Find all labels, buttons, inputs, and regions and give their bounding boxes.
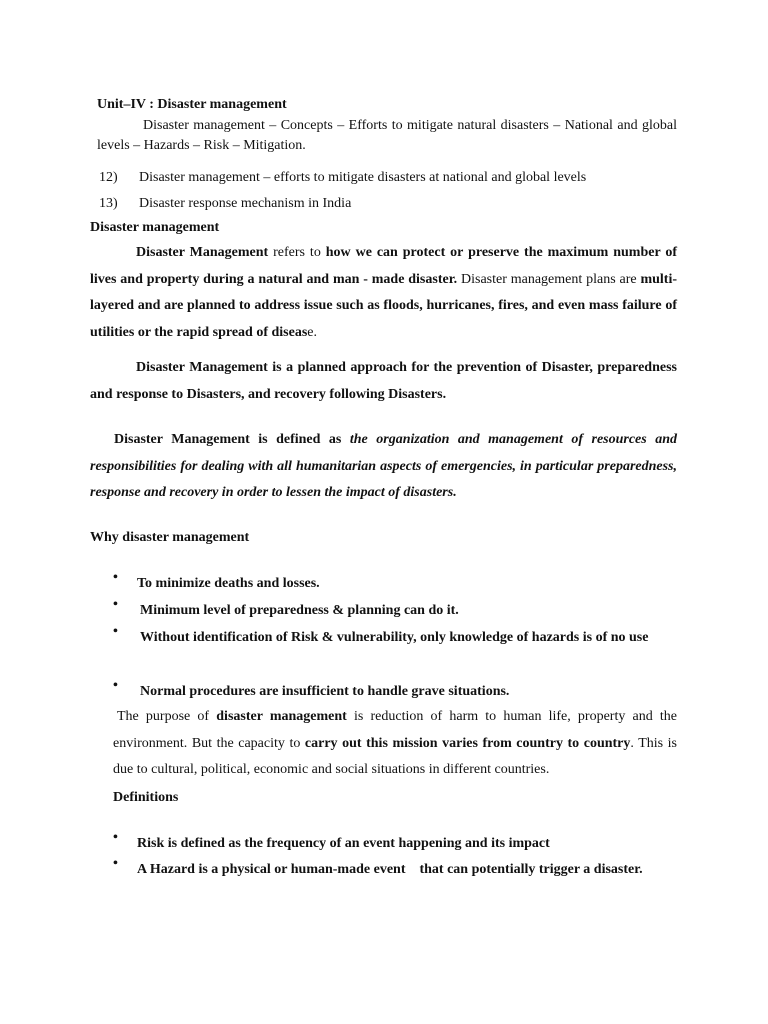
list-item	[113, 624, 677, 651]
paragraph-definition-3	[90, 427, 677, 507]
bold-text: multi-layered and are planned to address issue such as floods, hurricanes, fires, and even mass failure of utilities or the rapid spread of diseas	[90, 271, 678, 340]
syllabus-text: Disaster management – Concepts – Efforts to mitigate natural disasters – National and global levels – Hazards – Risk – Mitigation.	[97, 118, 677, 153]
list-item-text: A Hazard is a physical or human-made event that can potentially trigger a disaster.	[137, 862, 643, 877]
bullet-icon: •	[113, 570, 118, 585]
list-item	[113, 830, 677, 857]
bold-text: Disaster Management is defined as	[114, 432, 342, 447]
bold-text: carry out this mission varies from country to country	[304, 735, 631, 751]
text-span: refers to	[273, 245, 321, 260]
list-item-text: Risk is defined as the frequency of an event happening and its impact	[137, 836, 550, 851]
term-disaster-management: Disaster Management	[136, 245, 269, 260]
bold-text: how we can protect or preserve the maximum number of lives and property during a natural and man - made disaster.	[90, 245, 678, 287]
section-heading: Why disaster management	[90, 530, 250, 545]
bullet-icon: •	[113, 856, 118, 871]
list-item-text: Normal procedures are insufficient to handle grave situations.	[140, 684, 510, 699]
bullet-icon: •	[113, 597, 118, 612]
topic-number: 12)	[99, 170, 118, 185]
section-heading: Definitions	[113, 790, 179, 805]
text-span: e.	[307, 324, 317, 340]
text-span: Disaster management plans are	[461, 271, 637, 287]
bullet-icon: •	[113, 678, 118, 693]
list-item	[113, 856, 677, 883]
topic-item	[99, 196, 351, 213]
topic-text: Disaster response mechanism in India	[139, 196, 352, 211]
topic-number: 13)	[99, 196, 118, 211]
paragraph-definition-1	[90, 240, 677, 346]
section-heading: Disaster management	[90, 220, 220, 235]
text-span: The purpose of	[117, 709, 210, 724]
unit-title: Unit–IV : Disaster management	[97, 97, 287, 112]
bullet-icon: •	[113, 830, 118, 845]
list-item	[113, 678, 677, 705]
paragraph-definition-2: Disaster Management is a planned approach for the prevention of Disaster, preparedness and response to Disasters, and recovery following Disasters.	[90, 360, 677, 402]
text-span: is reduction of harm to human life, property and the environment. But the capacity to	[113, 709, 678, 751]
list-item-text: Minimum level of preparedness & planning can do it.	[140, 603, 459, 618]
bullet-icon: •	[113, 624, 118, 639]
topic-item	[99, 170, 586, 187]
paragraph-purpose	[113, 704, 677, 784]
bold-italic-text: the organization and management of resources and responsibilities for dealing with all humanitarian aspects of emergencies, in particular preparedness, response and recovery in order to lessen the impact of disasters.	[90, 432, 677, 500]
list-item-text: Without identification of Risk & vulnerability, only knowledge of hazards is of no use	[140, 630, 649, 645]
text-span: . This is due to cultural, political, economic and social situations in different countries.	[113, 735, 677, 777]
topic-text: Disaster management – efforts to mitigate disasters at national and global levels	[139, 170, 587, 185]
list-item	[113, 570, 677, 597]
list-item	[113, 597, 677, 624]
bold-text: disaster management	[216, 709, 347, 724]
list-item-text: To minimize deaths and losses.	[137, 576, 320, 591]
